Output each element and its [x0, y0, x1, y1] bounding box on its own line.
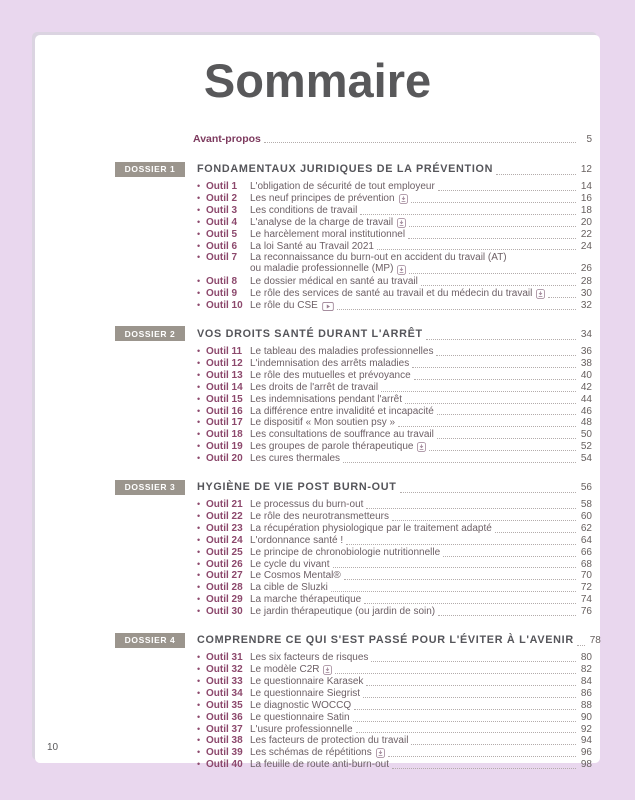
page-number: 30: [580, 288, 592, 300]
outil-label: Outil 16: [206, 405, 243, 417]
toc-entry[interactable]: [115, 205, 592, 217]
dotted-leader: [360, 213, 576, 215]
outil-text: L'usure professionnelle: [250, 723, 353, 735]
page-number: 68: [580, 558, 592, 570]
page-number: 94: [580, 735, 592, 747]
outil-text: Le rôle des services de santé au travail et du médecin du travail: [250, 288, 533, 300]
outil-text: Les droits de l'arrêt de travail: [250, 381, 379, 393]
video-play-icon: [322, 302, 334, 313]
outil-text: Les cures thermales: [250, 453, 341, 465]
page-number: 70: [580, 570, 592, 582]
worksheet-download-icon: [397, 218, 406, 230]
outil-label: Outil 13: [206, 369, 243, 381]
bullet-icon: •: [197, 534, 201, 545]
page-number: 18: [580, 204, 592, 216]
worksheet-download-icon: [397, 265, 406, 277]
dotted-leader: [495, 531, 576, 533]
page-number: 44: [580, 393, 592, 405]
page-number: 60: [580, 510, 592, 522]
outil-label: Outil 28: [206, 582, 243, 594]
worksheet-download-icon: [323, 665, 332, 677]
page-number: 74: [580, 594, 592, 606]
page-number: 92: [580, 723, 592, 735]
outil-text: La feuille de route anti-burn-out: [250, 759, 389, 771]
bullet-icon: •: [197, 228, 201, 239]
dotted-leader: [548, 296, 576, 298]
dotted-leader: [437, 437, 576, 439]
toc-entry[interactable]: [115, 594, 592, 606]
outil-label: Outil 14: [206, 381, 243, 393]
bullet-icon: •: [197, 759, 201, 770]
bullet-icon: •: [197, 192, 201, 203]
dotted-leader: [438, 614, 576, 616]
page-number: 14: [580, 181, 592, 192]
bullet-icon: •: [197, 393, 201, 404]
dotted-leader: [377, 248, 576, 250]
dotted-leader: [438, 189, 576, 191]
dossier-badge: DOSSIER 1: [115, 162, 185, 177]
bullet-icon: •: [197, 499, 201, 510]
page-number: 66: [580, 546, 592, 558]
bullet-icon: •: [197, 510, 201, 521]
outil-label: Outil 22: [206, 510, 243, 522]
dotted-leader: [371, 660, 576, 662]
page-number: 34: [580, 328, 592, 340]
bullet-icon: •: [197, 345, 201, 356]
page-number: 42: [580, 381, 592, 393]
outil-text: Les six facteurs de risques: [250, 652, 369, 664]
bullet-icon: •: [197, 570, 201, 581]
dotted-leader: [331, 590, 576, 592]
outil-text: Le questionnaire Karasek: [250, 675, 364, 687]
outil-text: Les neuf principes de prévention: [250, 192, 395, 204]
outil-label: Outil 8: [206, 276, 238, 288]
dotted-leader: [335, 672, 576, 674]
bullet-icon: •: [197, 699, 201, 710]
bullet-icon: •: [197, 240, 201, 251]
page-number: 26: [580, 263, 592, 275]
toc-entry[interactable]: [115, 747, 592, 759]
page-number: 24: [580, 240, 592, 252]
dotted-leader: [414, 378, 576, 380]
toc-entry[interactable]: [115, 499, 592, 511]
page-number: 20: [580, 216, 592, 228]
dossier-section-2: [115, 324, 592, 465]
page-number: 76: [580, 606, 592, 618]
toc-entry[interactable]: [115, 664, 592, 676]
toc-entry[interactable]: [115, 370, 592, 382]
outil-text: Les schémas de répétitions: [250, 747, 372, 759]
outil-label: Outil 5: [206, 228, 238, 240]
outil-text: La loi Santé au Travail 2021: [250, 240, 374, 252]
dotted-leader: [409, 225, 576, 227]
toc-entry[interactable]: [115, 193, 592, 205]
outil-label: Outil 11: [206, 345, 243, 357]
dotted-leader: [364, 602, 576, 604]
outil-text: L'indemnisation des arrêts maladies: [250, 357, 410, 369]
bullet-icon: •: [197, 181, 201, 191]
page-number: 52: [580, 441, 592, 453]
worksheet-download-icon: [417, 442, 426, 454]
worksheet-download-icon: [536, 289, 545, 301]
dossier-heading-row[interactable]: [115, 477, 592, 495]
outil-label: Outil 24: [206, 534, 243, 546]
toc-entry[interactable]: [115, 346, 592, 358]
outil-text: Le questionnaire Satin: [250, 711, 350, 723]
outil-text: Le jardin thérapeutique (ou jardin de soin): [250, 606, 436, 618]
dossier-badge-col: [115, 159, 197, 177]
toc-entry-continuation[interactable]: [115, 264, 592, 276]
bullet-icon: •: [197, 405, 201, 416]
dotted-leader: [346, 543, 576, 545]
toc-entry[interactable]: [115, 523, 592, 535]
toc-entry[interactable]: [115, 358, 592, 370]
dotted-leader: [408, 237, 576, 239]
page-number: 16: [580, 192, 592, 204]
page-number: 80: [580, 652, 592, 664]
toc-entry[interactable]: [115, 406, 592, 418]
dotted-leader: [366, 507, 576, 509]
toc-entry[interactable]: [115, 606, 592, 618]
page-number: 36: [580, 345, 592, 357]
page-number: 96: [580, 747, 592, 759]
outil-label: Outil 17: [206, 417, 243, 429]
outil-label: Outil 4: [206, 216, 238, 228]
bullet-icon: •: [197, 522, 201, 533]
toc-entry[interactable]: [115, 511, 592, 523]
outil-label: Outil 35: [206, 699, 243, 711]
dossier-title: COMPRENDRE CE QUI S'EST PASSÉ POUR L'ÉVITER À L'AVENIR: [197, 634, 574, 647]
outil-text: L'ordonnance santé !: [250, 534, 344, 546]
dossier-badge: DOSSIER 2: [115, 326, 185, 341]
outil-label: Outil 37: [206, 723, 243, 735]
toc-entry[interactable]: [115, 712, 592, 724]
dossier-heading-row[interactable]: [115, 159, 592, 177]
bullet-icon: •: [197, 252, 201, 263]
toc-entry[interactable]: [115, 700, 592, 712]
page-number: 88: [580, 699, 592, 711]
page-number: 12: [580, 164, 592, 175]
outil-label: Outil 18: [206, 429, 243, 441]
outil-label: Outil 9: [206, 288, 238, 300]
outil-text: Le processus du burn-out: [250, 499, 364, 511]
page-number: 84: [580, 675, 592, 687]
dotted-leader: [412, 366, 576, 368]
dotted-leader: [354, 708, 576, 710]
bullet-icon: •: [197, 687, 201, 698]
bullet-icon: •: [197, 652, 201, 663]
outil-label: Outil 10: [206, 300, 243, 312]
dotted-leader: [353, 720, 576, 722]
page-number: 5: [586, 134, 592, 145]
dotted-leader: [400, 491, 576, 493]
outil-text: Les indemnisations pendant l'arrêt: [250, 393, 403, 405]
folio-page-number: 10: [47, 742, 59, 753]
outil-label: Outil 31: [206, 652, 243, 664]
outil-label: Outil 2: [206, 192, 238, 204]
dotted-leader: [381, 390, 576, 392]
front-matter-label: Avant-propos: [193, 133, 261, 145]
outil-text: Le modèle C2R: [250, 664, 320, 675]
worksheet-download-icon: [376, 748, 385, 760]
toc-entry[interactable]: [115, 429, 592, 441]
dotted-leader: [405, 402, 576, 404]
outil-text: L'analyse de la charge de travail: [250, 216, 394, 228]
page-number: 62: [580, 522, 592, 534]
outil-label: Outil 26: [206, 558, 243, 570]
outil-label: Outil 34: [206, 687, 243, 699]
dossier-badge-col: [115, 477, 197, 495]
toc-sections: [115, 159, 601, 771]
bullet-icon: •: [197, 300, 201, 311]
outil-label: Outil 40: [206, 759, 243, 771]
outil-text: Le Cosmos Mental®: [250, 570, 341, 582]
page-title: Sommaire: [203, 54, 432, 107]
outil-text: La récupération physiologique par le traitement adapté: [250, 522, 492, 534]
bullet-icon: •: [197, 546, 201, 557]
outil-text: Le dossier médical en santé au travail: [250, 276, 418, 288]
outil-text: Les groupes de parole thérapeutique: [250, 441, 414, 453]
outil-label: Outil 36: [206, 711, 243, 723]
outil-text: La différence entre invalidité et incapacité: [250, 405, 434, 417]
outil-label: Outil 29: [206, 594, 243, 606]
page-number: 78: [589, 635, 601, 647]
bullet-icon: •: [197, 711, 201, 722]
bullet-icon: •: [197, 723, 201, 734]
dossier-badge: DOSSIER 3: [115, 480, 185, 495]
dossier-badge-col: [115, 324, 197, 342]
outil-text: Le rôle du CSE: [250, 300, 318, 312]
dotted-leader: [366, 684, 576, 686]
outil-text: La cible de Sluzki: [250, 582, 328, 594]
dotted-leader: [409, 272, 576, 274]
worksheet-download-icon: [399, 194, 408, 206]
page-number: 32: [580, 300, 592, 312]
outil-text: Le tableau des maladies professionnelles: [250, 345, 434, 357]
bullet-icon: •: [197, 204, 201, 215]
bullet-icon: •: [197, 441, 201, 452]
outil-label: Outil 21: [206, 499, 243, 511]
dotted-leader: [496, 173, 576, 175]
bullet-icon: •: [197, 582, 201, 593]
dossier-section-1: [115, 159, 592, 312]
bullet-icon: •: [197, 675, 201, 686]
page-number: 58: [580, 499, 592, 511]
outil-text: L'obligation de sécurité de tout employeur: [250, 181, 435, 192]
page-number: 86: [580, 687, 592, 699]
outil-label: Outil 39: [206, 747, 243, 759]
bullet-icon: •: [197, 429, 201, 440]
page-number: 38: [580, 357, 592, 369]
dotted-leader: [392, 519, 576, 521]
bullet-icon: •: [197, 664, 201, 674]
dotted-leader: [388, 755, 576, 757]
toc-entry[interactable]: [115, 181, 592, 193]
dotted-leader: [411, 743, 576, 745]
outil-label: Outil 3: [206, 204, 238, 216]
outil-text: Les facteurs de protection du travail: [250, 735, 409, 747]
toc-entry[interactable]: [115, 570, 592, 582]
outil-text: Le principe de chronobiologie nutritionnelle: [250, 546, 441, 558]
bullet-icon: •: [197, 594, 201, 605]
dotted-leader: [429, 449, 576, 451]
dotted-leader: [264, 141, 576, 143]
toc-entry[interactable]: [115, 559, 592, 571]
dossier-title: VOS DROITS SANTÉ DURANT L'ARRÊT: [197, 327, 423, 340]
dossier-title: FONDAMENTAUX JURIDIQUES DE LA PRÉVENTION: [197, 163, 494, 175]
toc-entry[interactable]: [115, 276, 592, 288]
dossier-section-4: [115, 630, 601, 771]
bullet-icon: •: [197, 276, 201, 287]
outil-text: Le cycle du vivant: [250, 558, 330, 570]
dossier-badge: DOSSIER 4: [115, 633, 185, 648]
dotted-leader: [392, 767, 576, 769]
outil-text: Les consultations de souffrance au travail: [250, 429, 434, 441]
page-number: 90: [580, 711, 592, 723]
dotted-leader: [333, 566, 577, 568]
toc-entry[interactable]: [115, 300, 592, 312]
toc-entry[interactable]: [115, 676, 592, 688]
page-number: 28: [580, 276, 592, 288]
dotted-leader: [421, 284, 576, 286]
outil-text: Le rôle des neurotransmetteurs: [250, 510, 389, 522]
toc-entry-avant-propos[interactable]: [193, 133, 592, 145]
page-number: 82: [580, 664, 592, 675]
bullet-icon: •: [197, 288, 201, 299]
outil-label: Outil 20: [206, 453, 243, 465]
dotted-leader: [344, 578, 576, 580]
toc-entry[interactable]: [115, 229, 592, 241]
toc-entry[interactable]: [115, 735, 592, 747]
bullet-icon: •: [197, 216, 201, 227]
dotted-leader: [411, 201, 576, 203]
outil-text-line2: ou maladie professionnelle (MP): [250, 263, 394, 275]
outil-label: Outil 1: [206, 181, 238, 192]
toc-page-sheet: [35, 35, 601, 771]
dossier-section-3: [115, 477, 592, 618]
toc-entry[interactable]: [115, 759, 592, 771]
toc-entry[interactable]: [115, 724, 592, 736]
page-number: 46: [580, 405, 592, 417]
dotted-leader: [443, 555, 576, 557]
outil-label: Outil 32: [206, 664, 243, 675]
dotted-leader: [436, 354, 576, 356]
page-number: 54: [580, 453, 592, 465]
toc-entry[interactable]: [115, 394, 592, 406]
toc-entry[interactable]: [115, 441, 592, 453]
outil-label: Outil 33: [206, 675, 243, 687]
page-number: 40: [580, 369, 592, 381]
dotted-leader: [337, 308, 576, 310]
toc-entry[interactable]: [115, 688, 592, 700]
bullet-icon: •: [197, 747, 201, 758]
page-number: 22: [580, 228, 592, 240]
page-number: 72: [580, 582, 592, 594]
dotted-leader: [426, 338, 576, 340]
toc-entry[interactable]: [115, 652, 592, 664]
page-number: 48: [580, 417, 592, 429]
outil-text: Le dispositif « Mon soutien psy »: [250, 417, 396, 429]
toc-entry[interactable]: [115, 288, 592, 300]
outil-label: Outil 15: [206, 393, 243, 405]
bullet-icon: •: [197, 369, 201, 380]
outil-text: Le rôle des mutuelles et prévoyance: [250, 369, 411, 381]
toc-entry[interactable]: [115, 241, 592, 253]
toc-entry[interactable]: [115, 535, 592, 547]
dotted-leader: [363, 696, 576, 698]
bullet-icon: •: [197, 357, 201, 368]
outil-label: Outil 6: [206, 240, 238, 252]
outil-text: Le questionnaire Siegrist: [250, 687, 361, 699]
toc-entry[interactable]: [115, 217, 592, 229]
bullet-icon: •: [197, 453, 201, 464]
dossier-title: HYGIÈNE DE VIE POST BURN-OUT: [197, 481, 397, 494]
bullet-icon: •: [197, 606, 201, 617]
page-number: 56: [580, 482, 592, 494]
dossier-heading-row[interactable]: [115, 630, 601, 648]
outil-text: La marche thérapeutique: [250, 594, 362, 606]
outil-label: Outil 23: [206, 522, 243, 534]
outil-text: Le diagnostic WOCCQ: [250, 699, 352, 711]
bullet-icon: •: [197, 558, 201, 569]
bullet-icon: •: [197, 417, 201, 428]
dotted-leader: [356, 731, 576, 733]
toc-entry[interactable]: [115, 382, 592, 394]
bullet-icon: •: [197, 735, 201, 746]
outil-label: Outil 30: [206, 606, 243, 618]
dossier-badge-col: [115, 630, 197, 648]
outil-label: Outil 19: [206, 441, 243, 453]
outil-text: Le harcèlement moral institutionnel: [250, 228, 406, 240]
dossier-heading-row[interactable]: [115, 324, 592, 342]
outil-label: Outil 38: [206, 735, 243, 747]
toc-entry[interactable]: [115, 582, 592, 594]
outil-label: Outil 25: [206, 546, 243, 558]
outil-text: Les conditions de travail: [250, 204, 358, 216]
dotted-leader: [398, 425, 576, 427]
outil-text: La reconnaissance du burn-out en accident du travail (AT): [250, 252, 507, 264]
page-number: 64: [580, 534, 592, 546]
bullet-icon: •: [197, 381, 201, 392]
page-number: 50: [580, 429, 592, 441]
toc-entry[interactable]: [115, 547, 592, 559]
dotted-leader: [577, 644, 585, 646]
toc-entry[interactable]: [115, 417, 592, 429]
outil-label: Outil 12: [206, 357, 243, 369]
page-number: 98: [580, 759, 592, 771]
toc-entry[interactable]: [115, 453, 592, 465]
dotted-leader: [437, 413, 576, 415]
outil-label: Outil 27: [206, 570, 243, 582]
dotted-leader: [343, 461, 576, 463]
outil-label: Outil 7: [206, 252, 238, 264]
